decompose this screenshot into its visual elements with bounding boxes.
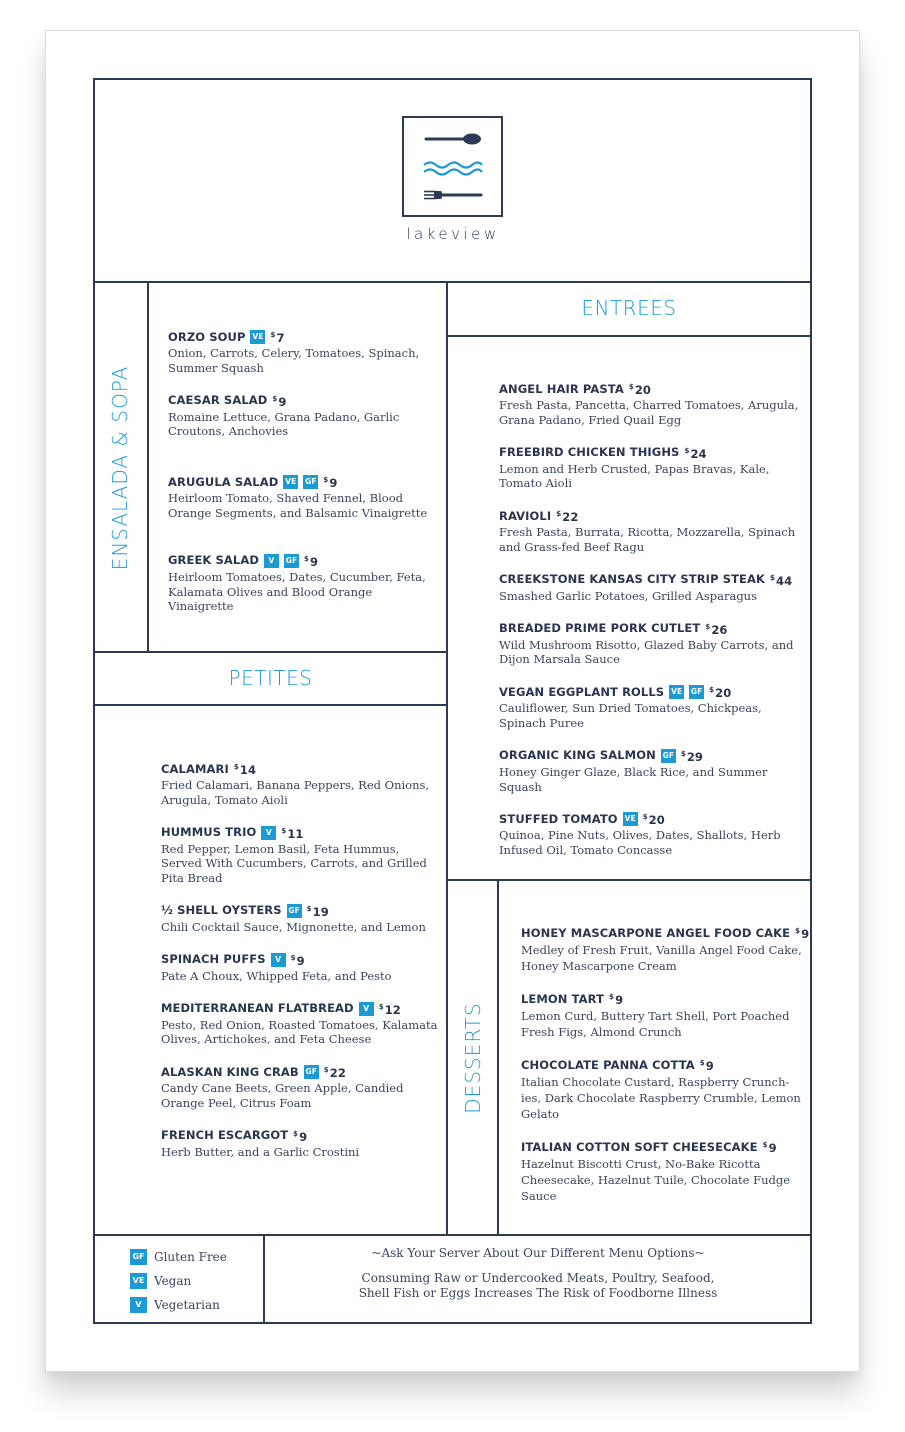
- menu-item-name: SPINACH PUFFS: [161, 952, 266, 967]
- menu-item-name: CHOCOLATE PANNA COTTA: [521, 1057, 695, 1072]
- menu-item-description: Fried Calamari, Banana Peppers, Red Onions, Arugula, Tomato Aioli: [161, 778, 430, 807]
- currency-symbol: $: [770, 573, 775, 582]
- menu-item-name: ANGEL HAIR PASTA: [499, 381, 624, 396]
- divider-petites-top: [93, 651, 447, 653]
- menu-item-header: [161, 902, 441, 920]
- menu-item-name: LEMON TART: [521, 991, 605, 1006]
- menu-item-price: [556, 507, 578, 525]
- menu-item-header: [499, 444, 804, 462]
- price-value: 19: [312, 904, 329, 919]
- menu-item-price: [629, 380, 651, 398]
- menu-item-description: Chili Cocktail Sauce, Mignonette, and Lemon: [161, 919, 426, 934]
- menu-item-price: [304, 552, 318, 570]
- price-value: 9: [329, 476, 338, 491]
- menu-item-price: [307, 902, 329, 920]
- ve-badge: VE: [623, 812, 638, 826]
- gf-badge: GF: [303, 475, 318, 489]
- legend-row-ve: [130, 1269, 227, 1293]
- menu-item-header: [168, 392, 438, 410]
- server-note: ~Ask Your Server About Our Different Menu Options~: [371, 1246, 705, 1260]
- price-value: 11: [287, 826, 304, 841]
- menu-item-price: [770, 571, 792, 589]
- currency-symbol: $: [680, 749, 686, 758]
- currency-symbol: $: [233, 763, 239, 771]
- legend-row-v: [130, 1293, 227, 1317]
- currency-symbol: $: [323, 476, 329, 485]
- section-title-entrees: ENTREES: [581, 296, 677, 320]
- food-safety-warning-line-2: Shell Fish or Eggs Increases The Risk of Foodborne Illness: [358, 1286, 718, 1300]
- menu-item-price: [379, 1000, 401, 1018]
- gf-badge: GF: [304, 1065, 319, 1079]
- menu-item-name: GREEK SALAD: [168, 553, 259, 568]
- menu-item-header: [499, 747, 804, 765]
- currency-symbol: $: [303, 554, 309, 563]
- menu-item-price: [609, 990, 623, 1008]
- menu-item-price: [291, 951, 305, 969]
- menu-item: [521, 1138, 806, 1204]
- menu-item-name: ORZO SOUP: [168, 329, 246, 344]
- menu-item: [499, 444, 804, 492]
- currency-symbol: $: [290, 953, 296, 962]
- price-value: 12: [384, 1002, 401, 1017]
- price-value: 9: [705, 1059, 714, 1073]
- menu-item-header: [168, 473, 438, 491]
- v-badge: V: [264, 554, 279, 568]
- currency-symbol: $: [306, 904, 312, 913]
- price-value: 9: [299, 1129, 308, 1144]
- menu-item-price: [293, 1127, 307, 1145]
- menu-item-name: ITALIAN COTTON SOFT CHEESECAKE: [521, 1139, 758, 1154]
- price-value: 9: [615, 993, 624, 1007]
- currency-symbol: $: [272, 394, 278, 403]
- menu-item-name: ALASKAN KING CRAB: [161, 1064, 299, 1079]
- menu-item: [521, 990, 806, 1040]
- food-safety-warning-line-1: Consuming Raw or Undercooked Meats, Poultry, Seafood,: [361, 1271, 715, 1285]
- price-value: 9: [296, 953, 305, 968]
- menu-item: [499, 380, 804, 428]
- ensalada-items: [168, 328, 438, 614]
- gf-badge: GF: [130, 1249, 147, 1265]
- section-title-ensalada: ENSALADA & SOPA: [108, 365, 132, 571]
- menu-item-price: [795, 924, 809, 942]
- currency-symbol: $: [323, 1066, 329, 1075]
- menu-item: [161, 1000, 441, 1048]
- brand-name: lakeview: [406, 225, 500, 243]
- menu-item: [499, 571, 804, 604]
- menu-item-header: [499, 571, 804, 589]
- menu-item-description: Lemon Curd, Buttery Tart Shell, Port Poached Fresh Figs, Almond Crunch: [521, 1009, 790, 1039]
- menu-item-description: Candy Cane Beets, Green Apple, Candied Orange Peel, Citrus Foam: [161, 1081, 404, 1110]
- menu-item-description: Pate A Choux, Whipped Feta, and Pesto: [161, 968, 392, 983]
- price-value: 20: [715, 686, 732, 701]
- menu-item-name: FRENCH ESCARGOT: [161, 1128, 289, 1143]
- price-value: 29: [686, 749, 704, 764]
- menu-item-price: [281, 824, 303, 842]
- price-value: 26: [711, 622, 728, 637]
- menu-item: [499, 810, 804, 858]
- menu-item-description: Red Pepper, Lemon Basil, Feta Hummus, Served With Cucumbers, Carrots, and Grilled Pita Bread: [161, 841, 427, 886]
- spoon-waves-fork-icon: [404, 118, 501, 215]
- ve-badge: VE: [283, 475, 298, 489]
- menu-item: [161, 760, 441, 808]
- menu-item-price: [763, 1138, 777, 1156]
- menu-item-description: Fresh Pasta, Pancetta, Charred Tomatoes, Arugula, Grana Padano, Fried Quail Egg: [499, 398, 799, 427]
- price-value: 22: [329, 1066, 346, 1081]
- menu-item: [499, 747, 804, 795]
- desserts-items: [521, 924, 810, 1204]
- menu-item-price: [709, 683, 731, 701]
- menu-item-name: ½ SHELL OYSTERS: [161, 903, 282, 918]
- menu-item-name: HUMMUS TRIO: [161, 825, 257, 840]
- menu-item-price: [272, 392, 286, 410]
- menu-item: [161, 824, 441, 886]
- menu-item-price: [681, 747, 703, 765]
- currency-symbol: $: [609, 993, 615, 1001]
- price-value: 44: [775, 573, 793, 588]
- divider-footer: [93, 1234, 812, 1236]
- menu-item-header: [499, 507, 804, 525]
- price-value: 24: [690, 446, 707, 461]
- menu-item-header: [161, 1127, 441, 1145]
- divider-header: [93, 281, 812, 283]
- currency-symbol: $: [762, 1141, 768, 1149]
- menu-item-name: CALAMARI: [161, 761, 229, 776]
- menu-item-header: [161, 760, 441, 778]
- currency-symbol: $: [684, 446, 690, 455]
- menu-item-header: [499, 683, 804, 701]
- menu-item-description: Lemon and Herb Crusted, Papas Bravas, Kale, Tomato Aioli: [499, 461, 770, 491]
- currency-symbol: $: [293, 1129, 299, 1138]
- menu-item-header: [521, 924, 810, 942]
- divider-desserts-top: [446, 879, 812, 881]
- menu-item-price: [324, 1063, 346, 1081]
- divider-entrees-title: [446, 335, 812, 337]
- currency-symbol: $: [642, 813, 648, 822]
- currency-symbol: $: [699, 1059, 705, 1067]
- menu-item-description: Onion, Carrots, Celery, Tomatoes, Spinach, Summer Squash: [168, 346, 420, 375]
- ve-badge: VE: [669, 685, 684, 699]
- menu-item-price: [234, 760, 256, 778]
- menu-item-price: [705, 620, 727, 638]
- menu-item-name: HONEY MASCARPONE ANGEL FOOD CAKE: [521, 925, 791, 940]
- price-value: 14: [239, 763, 257, 777]
- menu-item-description: Quinoa, Pine Nuts, Olives, Dates, Shallots, Herb Infused Oil, Tomato Concasse: [499, 828, 781, 858]
- gf-badge: GF: [689, 685, 704, 699]
- menu-item-header: [521, 1056, 806, 1074]
- price-value: 9: [768, 1141, 777, 1155]
- price-value: 22: [562, 510, 579, 525]
- menu-item-header: [499, 380, 804, 398]
- menu-item-description: Medley of Fresh Fruit, Vanilla Angel Food Cake, Honey Mascarpone Cream: [521, 943, 802, 973]
- entrees-items: [499, 380, 804, 858]
- menu-item: [168, 328, 438, 376]
- menu-item: [168, 473, 438, 521]
- price-value: 20: [648, 813, 665, 828]
- menu-item-name: CREEKSTONE KANSAS CITY STRIP STEAK: [499, 572, 765, 587]
- menu-item-header: [161, 1000, 441, 1018]
- price-value: 9: [278, 394, 287, 409]
- divider-footer-vertical: [263, 1234, 265, 1324]
- v-badge: V: [130, 1297, 147, 1313]
- price-value: 7: [276, 331, 285, 345]
- currency-symbol: $: [705, 622, 711, 631]
- currency-symbol: $: [556, 510, 562, 519]
- menu-item: [168, 392, 438, 440]
- gf-badge: GF: [661, 749, 676, 763]
- menu-item-name: ORGANIC KING SALMON: [499, 748, 656, 763]
- petites-items: [161, 760, 441, 1160]
- v-badge: V: [359, 1002, 374, 1016]
- currency-symbol: $: [795, 927, 801, 935]
- menu-item-header: [161, 824, 441, 842]
- menu-item-price: [270, 328, 284, 346]
- menu-item: [161, 951, 441, 984]
- menu-item-name: CAESAR SALAD: [168, 393, 268, 408]
- menu-item: [521, 1056, 806, 1122]
- legend-label: Vegetarian: [154, 1298, 220, 1312]
- v-badge: V: [261, 826, 276, 840]
- legend-label: Gluten Free: [154, 1250, 227, 1264]
- price-value: 9: [801, 927, 810, 941]
- menu-item-price: [684, 444, 706, 462]
- menu-item-header: [521, 990, 806, 1008]
- menu-item-header: [521, 1138, 806, 1156]
- divider-center-vertical: [446, 281, 448, 1236]
- menu-item-name: VEGAN EGGPLANT ROLLS: [499, 684, 665, 699]
- legend-row-gf: [130, 1245, 227, 1269]
- menu-item-header: [168, 552, 438, 570]
- price-value: 9: [309, 554, 319, 569]
- gf-badge: GF: [287, 904, 302, 918]
- ve-badge: VE: [130, 1273, 147, 1289]
- ve-badge: VE: [250, 330, 265, 344]
- menu-item: [161, 1127, 441, 1160]
- menu-item-price: [643, 810, 665, 828]
- currency-symbol: $: [270, 331, 276, 339]
- menu-item-name: BREADED PRIME PORK CUTLET: [499, 621, 701, 636]
- menu-item-name: RAVIOLI: [499, 508, 552, 523]
- legend-label: Vegan: [154, 1274, 192, 1288]
- currency-symbol: $: [709, 686, 715, 695]
- gf-badge: GF: [284, 554, 299, 568]
- menu-item-description: Cauliflower, Sun Dried Tomatoes, Chickpeas, Spinach Puree: [499, 701, 762, 730]
- menu-item-description: Hazelnut Biscotti Crust, No-Bake Ricotta Cheesecake, Hazelnut Tuile, Chocolate Fudge Sauce: [521, 1157, 790, 1203]
- menu-item-description: Herb Butter, and a Garlic Crostini: [161, 1144, 360, 1159]
- currency-symbol: $: [378, 1002, 384, 1011]
- v-badge: V: [271, 953, 286, 967]
- section-title-petites: PETITES: [228, 666, 313, 690]
- section-title-desserts: DESSERTS: [461, 1002, 485, 1114]
- menu-item-description: Italian Chocolate Custard, Raspberry Crunch-ies, Dark Chocolate Raspberry Crumble, Lemon Gelato: [521, 1075, 801, 1121]
- menu-item-price: [700, 1056, 714, 1074]
- price-value: 20: [634, 383, 652, 397]
- menu-item-name: ARUGULA SALAD: [168, 474, 279, 489]
- divider-ensalada-sidebar: [147, 281, 149, 653]
- menu-item: [168, 552, 438, 614]
- divider-petites-bottom: [93, 704, 447, 706]
- menu-item-price: [323, 473, 337, 491]
- currency-symbol: $: [281, 826, 287, 835]
- menu-item: [161, 902, 441, 935]
- diet-legend: [130, 1245, 227, 1317]
- menu-item-description: Heirloom Tomatoes, Dates, Cucumber, Feta, Kalamata Olives and Blood Orange Vinaigrette: [168, 569, 426, 614]
- menu-item-header: [161, 1063, 441, 1081]
- menu-item-description: Heirloom Tomato, Shaved Fennel, Blood Orange Segments, and Balsamic Vinaigrette: [168, 491, 428, 520]
- menu-item-header: [161, 951, 441, 969]
- menu-item-description: Smashed Garlic Potatoes, Grilled Asparagus: [499, 588, 757, 603]
- logo: [402, 116, 503, 217]
- menu-item-description: Romaine Lettuce, Grana Padano, Garlic Croutons, Anchovies: [168, 409, 400, 439]
- menu-item-description: Honey Ginger Glaze, Black Rice, and Summer Squash: [499, 764, 768, 794]
- menu-item-name: FREEBIRD CHICKEN THIGHS: [499, 445, 680, 460]
- menu-item: [499, 683, 804, 731]
- menu-item: [521, 924, 810, 974]
- menu-item-description: Wild Mushroom Risotto, Glazed Baby Carrots, and Dijon Marsala Sauce: [499, 637, 794, 667]
- menu-item-description: Pesto, Red Onion, Roasted Tomatoes, Kalamata Olives, Artichokes, and Feta Cheese: [161, 1017, 438, 1047]
- menu-item-name: MEDITERRANEAN FLATBREAD: [161, 1001, 354, 1016]
- divider-desserts-sidebar: [497, 879, 499, 1236]
- menu-item-description: Fresh Pasta, Burrata, Ricotta, Mozzarella, Spinach and Grass-fed Beef Ragu: [499, 525, 796, 554]
- menu-item-name: STUFFED TOMATO: [499, 811, 618, 826]
- menu-item-header: [499, 620, 804, 638]
- menu-item-header: [499, 810, 804, 828]
- currency-symbol: $: [628, 383, 634, 391]
- menu-item: [499, 507, 804, 555]
- menu-item-header: [168, 328, 438, 346]
- menu-item: [499, 620, 804, 668]
- menu-item: [161, 1063, 441, 1111]
